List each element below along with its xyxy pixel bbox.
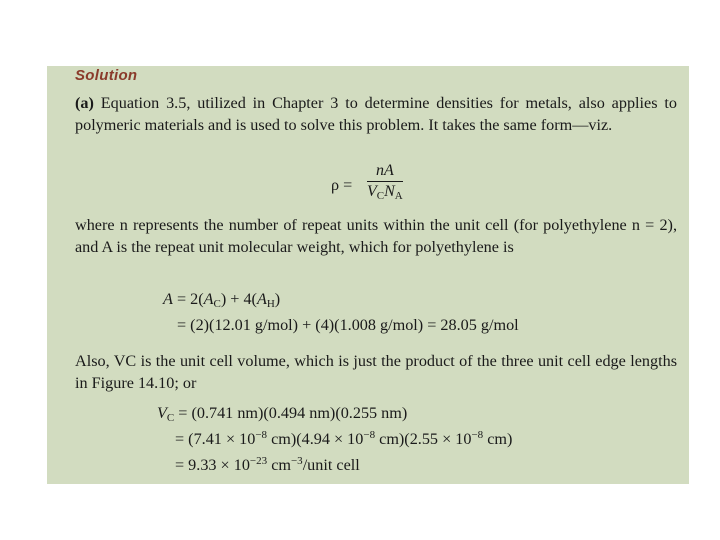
density-numerator: nA <box>367 162 403 182</box>
density-lhs: ρ = <box>331 176 353 194</box>
part-label: (a) <box>75 94 94 112</box>
volume-line-3: = $9.33 \times 10^{-23}$ $cm^{-3}$/unit cell <box>175 455 360 474</box>
intro-paragraph <box>75 92 677 136</box>
intro-text: Equation 3.5, utilized in Chapter 3 to determine densities for metals, also applies to polymeric materials and is used to solve this problem. It takes the same form—viz. <box>75 94 678 134</box>
volume-paragraph: Also, VC is the unit cell volume, which is just the product of the three unit cell edge lengths in Figure 14.10; or <box>75 352 677 392</box>
density-fraction <box>367 162 403 201</box>
solution-panel <box>47 66 689 484</box>
explanation-paragraph: where n represents the number of repeat units within the unit cell (for polyethylene n = 2), and A is the repeat unit molecular weight, which for polyethylene is <box>75 216 677 256</box>
molecular-weight-line-2: = (2)(12.01 g/mol) + (4)(1.008 g/mol) = 28.05 g/mol <box>177 316 519 334</box>
volume-line-2: = ($7.41 \times 10^{-8}$ $cm)(4.94 \times 10^{-8}$ $cm)(2.55 \times 10^{-8}$ cm) <box>175 429 513 448</box>
density-denominator: $V_CN_A$ <box>367 183 403 202</box>
molecular-weight-line-1: $A = 2(A_C) + 4(A_H)$ <box>163 290 281 310</box>
solution-heading: Solution <box>75 67 138 84</box>
volume-line-1: $V_C = (0.741$ nm)(0.494 nm)(0.255 nm) <box>157 404 408 424</box>
